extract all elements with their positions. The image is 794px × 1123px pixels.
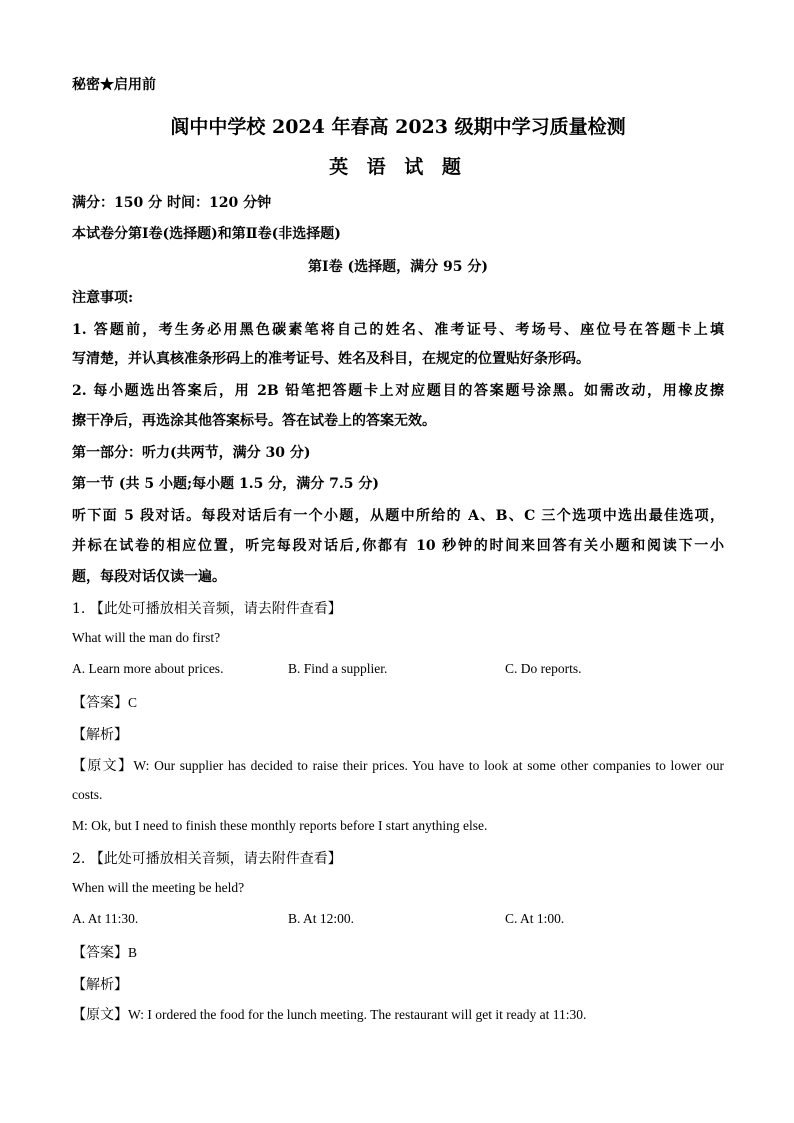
q1-option-c: C. Do reports.: [505, 661, 582, 676]
q2-original-text1: W: I ordered the food for the lunch meeting. The restaurant will get it ready at 11:30.: [128, 1007, 587, 1022]
notes-item2-line1: 2. 每小题选出答案后，用 2B 铅笔把答题卡上对应题目的答案题号涂黑。如需改动，用橡皮擦: [72, 383, 724, 399]
q1-answer: [72, 692, 137, 712]
q2-option-a: A. At 11:30.: [72, 911, 139, 926]
exam-page: [72, 0, 724, 1123]
notes-heading: 注意事项:: [72, 290, 134, 306]
q1-audio-note: 1. 【此处可播放相关音频，请去附件查看】: [72, 601, 342, 617]
q2-analysis-label: 【解析】: [72, 977, 128, 993]
score-time-info: 满分：150 分 时间：120 分钟: [72, 195, 272, 211]
q2-option-c: C. At 1:00.: [505, 911, 565, 926]
q1-original-label: 【原文】: [72, 758, 134, 774]
q1-answer-value: C: [128, 695, 138, 710]
q2-answer-label: 【答案】: [72, 945, 128, 961]
q1-original-line2: costs.: [72, 787, 103, 802]
q1-original-line3: M: Ok, but I need to finish these monthly reports before I start anything else.: [72, 818, 488, 833]
q2-original-line1: [72, 1004, 586, 1024]
q2-answer: [72, 942, 137, 962]
q1-answer-label: 【答案】: [72, 695, 128, 711]
instructions-line3: 题，每段对话仅读一遍。: [72, 569, 226, 585]
confidential-mark: 秘密★启用前: [72, 77, 156, 93]
instructions-line1: 听下面 5 段对话。每段对话后有一个小题，从题中所给的 A、B、C 三个选项中选出最佳选项，: [72, 508, 724, 524]
part1-heading: 第一部分：听力(共两节，满分 30 分): [72, 445, 311, 461]
q2-question: When will the meeting be held?: [72, 880, 245, 895]
volume1-heading: 第Ⅰ卷 (选择题，满分 95 分): [308, 259, 488, 275]
instructions-line2: 并标在试卷的相应位置，听完每段对话后,你都有 10 秒钟的时间来回答有关小题和阅读下一小: [72, 538, 724, 554]
q2-option-b: B. At 12:00.: [288, 911, 355, 926]
paper-structure: 本试卷分第Ⅰ卷(选择题)和第Ⅱ卷(非选择题): [72, 226, 341, 242]
exam-subtitle: 英 语 试 题: [329, 156, 467, 178]
q1-analysis-label: 【解析】: [72, 727, 128, 743]
q1-option-a: A. Learn more about prices.: [72, 661, 224, 676]
notes-item2-line2: 擦干净后，再选涂其他答案标号。答在试卷上的答案无效。: [72, 413, 436, 429]
exam-title: 阆中中学校 2024 年春高 2023 级期中学习质量检测: [170, 116, 626, 138]
notes-item1-line2: 写清楚，并认真核准条形码上的准考证号、姓名及科目，在规定的位置贴好条形码。: [72, 351, 590, 367]
q1-original-line1: [72, 755, 724, 775]
notes-item1-line1: 1. 答题前，考生务必用黑色碳素笔将自己的姓名、准考证号、考场号、座位号在答题卡上填: [72, 322, 724, 338]
q2-answer-value: B: [128, 945, 138, 960]
q1-question: What will the man do first?: [72, 630, 221, 645]
q1-option-b: B. Find a supplier.: [288, 661, 388, 676]
q2-audio-note: 2. 【此处可播放相关音频，请去附件查看】: [72, 851, 342, 867]
section1-heading: 第一节 (共 5 小题;每小题 1.5 分，满分 7.5 分): [72, 476, 379, 492]
q2-original-label: 【原文】: [72, 1007, 128, 1023]
q1-original-text1: W: Our supplier has decided to raise their prices. You have to look at some other companies to lower our: [133, 758, 725, 773]
